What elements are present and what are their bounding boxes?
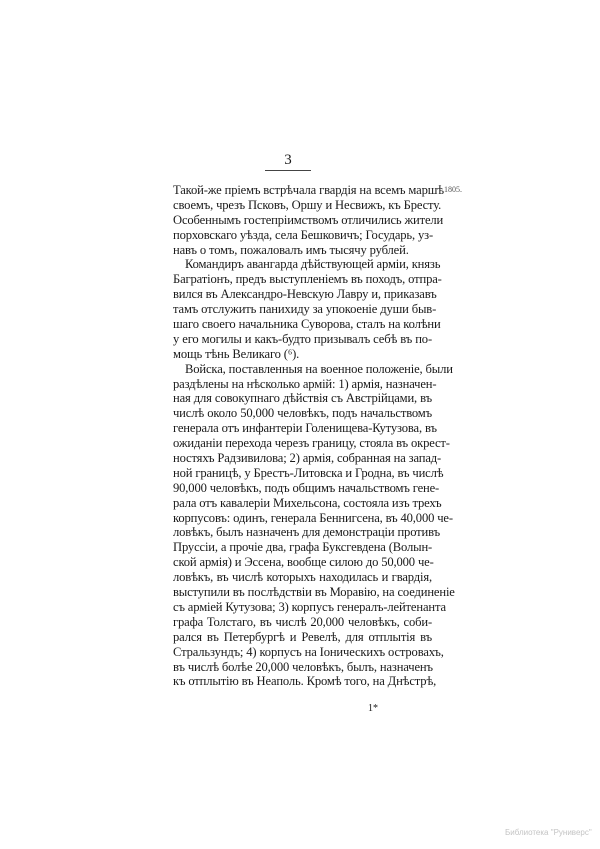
text-line: ностяхъ Радзивилова; 2) армія, собранная на запад-: [173, 451, 442, 466]
text-line: къ отплытію въ Неаполь. Кромѣ того, на Днѣстрѣ,: [173, 674, 437, 689]
text-line: шаго своего начальника Суворова, сталъ на колѣни: [173, 317, 441, 332]
text-line: 90,000 человѣкъ, подъ общимъ начальствомъ гене-: [173, 480, 440, 495]
text-line: тамъ отслужить панихиду за упокоеніе души быв-: [173, 302, 437, 317]
text-line: Такой-же пріемъ встрѣчала гвардія на всемъ маршѣ: [173, 183, 444, 197]
text-line: корпусовъ: одинъ, генерала Беннигсена, въ 40,000 че-: [173, 510, 453, 525]
text-line: мощь тѣнь Великаго (⁶).: [173, 346, 300, 361]
page-number-text: 3: [284, 152, 292, 168]
text-line: Багратіонъ, предъ выступленіемъ въ походъ, отпра-: [173, 272, 442, 287]
text-line: Войска, поставленныя на военное положеніе, были: [185, 361, 453, 376]
text-line: у его могилы и какъ-будто призывалъ себѣ въ по-: [173, 331, 432, 346]
text-line: рался въ Петербургѣ и Ревелѣ, для отплытія въ: [173, 629, 432, 644]
text-line: своемъ, чрезъ Псковъ, Оршу и Несвижъ, къ Бресту.: [173, 197, 442, 212]
margin-year-note: 1805.: [444, 185, 462, 194]
text-line: рала отъ кавалеріи Михельсона, состояла изъ трехъ: [173, 495, 442, 510]
text-line: ная для совокупнаго дѣйствія съ Австрійцами, въ: [173, 391, 432, 406]
text-line: съ арміей Кутузова; 3) корпусъ генералъ-лейтенанта: [173, 599, 446, 614]
text-line: ожиданіи перехода черезъ границу, стояла въ окрест-: [173, 436, 450, 451]
text-line: ловѣкъ, былъ назначенъ для демонстраціи противъ: [173, 525, 440, 540]
signature-mark: 1*: [368, 703, 378, 714]
text-line: генерала отъ инфантеріи Голенищева-Кутузова, въ: [173, 421, 437, 436]
text-line: Командиръ авангарда дѣйствующей арміи, князь: [185, 257, 441, 272]
text-line: въ числѣ болѣе 20,000 человѣкъ, былъ, назначенъ: [173, 659, 433, 674]
text-line: раздѣлены на нѣсколько армій: 1) армія, назначен-: [173, 376, 437, 391]
text-line: ной границѣ, у Брестъ-Литовска и Гродна, въ числѣ: [173, 465, 444, 480]
text-line: ловѣкъ, въ числѣ которыхъ находилась и гвардія,: [173, 570, 432, 585]
text-line: числѣ около 50,000 человѣкъ, подъ начальствомъ: [173, 406, 432, 421]
text-line: Особеннымъ гостепріимствомъ отличились жители: [173, 212, 444, 227]
text-line: навъ о томъ, пожаловалъ имъ тысячу рублей.: [173, 242, 409, 257]
text-line: графа Толстаго, въ числѣ 20,000 человѣкъ, соби-: [173, 614, 432, 629]
text-line: Стральзундъ; 4) корпусъ на Іоническихъ островахъ,: [173, 644, 444, 659]
text-line: выступили въ послѣдствіи въ Моравію, на соединеніе: [173, 585, 455, 600]
text-line: Пруссіи, а прочіе два, графа Буксгевдена (Волын-: [173, 540, 433, 555]
header-rule: [265, 170, 311, 171]
text-line: порховскаго уѣзда, села Бешковичъ; Государь, уз-: [173, 227, 434, 242]
page-number: [0, 152, 600, 169]
library-watermark: Библиотека "Руниверс": [505, 828, 592, 837]
text-line: вился въ Александро-Невскую Лавру и, приказавъ: [173, 287, 437, 302]
text-line: ской армія) и Эссена, вообще силою до 50,000 че-: [173, 555, 434, 570]
